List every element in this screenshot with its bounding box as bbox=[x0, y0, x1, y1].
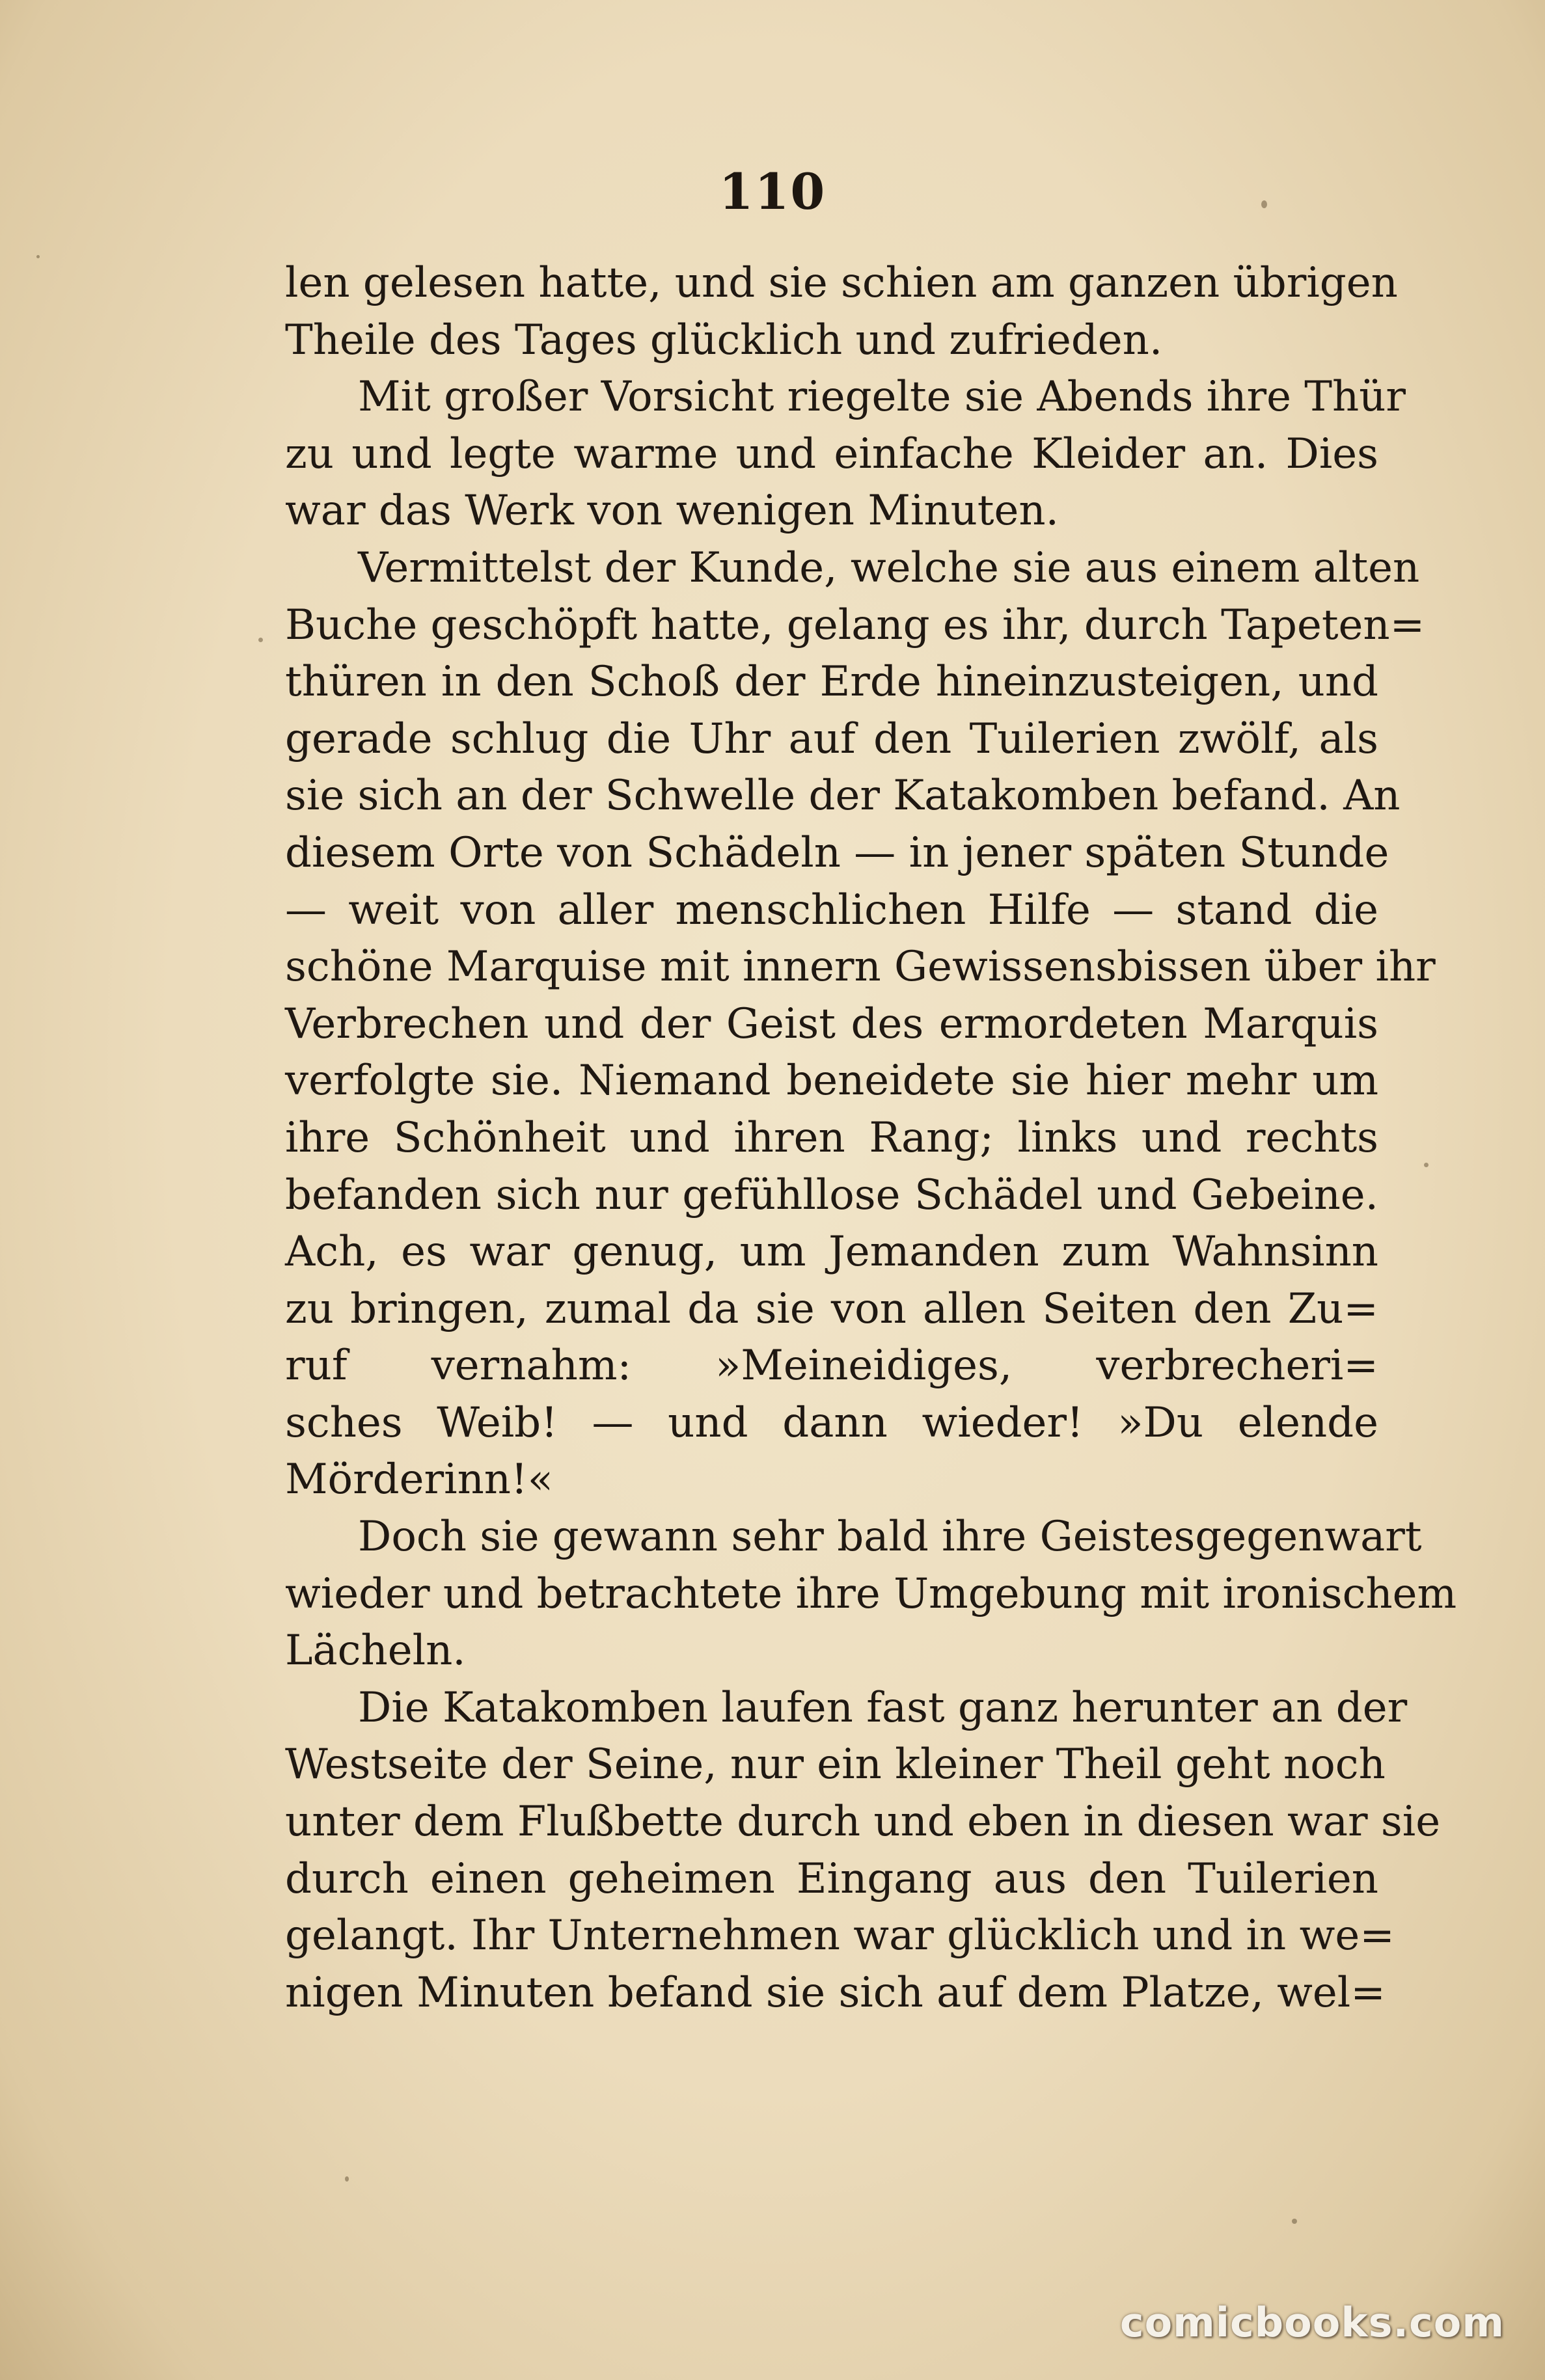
text-line: thüren in den Schoß der Erde hineinzusteigen, und bbox=[285, 658, 1378, 707]
text-line: durch einen geheimen Eingang aus den Tuilerien bbox=[285, 1854, 1378, 1903]
text-line: war das Werk von wenigen Minuten. bbox=[285, 487, 1059, 535]
text-line: wieder und betrachtete ihre Umgebung mit ironischem bbox=[285, 1569, 1457, 1618]
page-number: 110 bbox=[718, 163, 827, 221]
text-line: sie sich an der Schwelle der Katakomben befand. An bbox=[285, 772, 1401, 820]
text-line: sches Weib! — und dann wieder! »Du elende bbox=[285, 1398, 1378, 1447]
text-line: verfolgte sie. Niemand beneidete sie hier mehr um bbox=[285, 1057, 1378, 1105]
ink-speck bbox=[1292, 2219, 1297, 2224]
text-line: gerade schlug die Uhr auf den Tuilerien zwölf, als bbox=[285, 714, 1378, 763]
text-line: ruf vernahm: »Meineidiges, verbrecheri= bbox=[285, 1342, 1378, 1390]
text-line: nigen Minuten befand sie sich auf dem Platze, wel= bbox=[285, 1968, 1386, 2017]
text-line: Buche geschöpft hatte, gelang es ihr, durch Tapeten= bbox=[285, 601, 1425, 649]
text-line: Doch sie gewann sehr bald ihre Geistesgegenwart bbox=[358, 1513, 1422, 1562]
text-line: gelangt. Ihr Unternehmen war glücklich und in we= bbox=[285, 1912, 1395, 1960]
text-line: len gelesen hatte, und sie schien am ganzen übrigen bbox=[285, 259, 1398, 307]
text-line: zu bringen, zumal da sie von allen Seiten den Zu= bbox=[285, 1284, 1378, 1333]
ink-speck bbox=[1424, 1163, 1429, 1167]
text-line: Ach, es war genug, um Jemanden zum Wahnsinn bbox=[285, 1228, 1378, 1277]
text-line: Theile des Tages glücklich und zufrieden. bbox=[285, 316, 1163, 364]
ink-speck bbox=[345, 2176, 349, 2182]
text-line: diesem Orte von Schädeln — in jener späten Stunde bbox=[285, 828, 1389, 877]
text-line: Verbrechen und der Geist des ermordeten Marquis bbox=[285, 999, 1378, 1048]
text-line: — weit von aller menschlichen Hilfe — stand die bbox=[285, 886, 1378, 934]
text-line: befanden sich nur gefühllose Schädel und Gebeine. bbox=[285, 1170, 1378, 1219]
text-line: Die Katakomben laufen fast ganz herunter an der bbox=[358, 1683, 1408, 1732]
text-line: unter dem Flußbette durch und eben in diesen war sie bbox=[285, 1798, 1441, 1846]
text-line: zu und legte warme und einfache Kleider an. Dies bbox=[285, 429, 1378, 478]
text-line: Vermittelst der Kunde, welche sie aus einem alten bbox=[358, 543, 1420, 592]
text-line: Westseite der Seine, nur ein kleiner Theil geht noch bbox=[285, 1740, 1386, 1789]
text-line: Mit großer Vorsicht riegelte sie Abends ihre Thür bbox=[358, 373, 1406, 422]
ink-speck bbox=[36, 255, 40, 258]
body-text bbox=[285, 255, 1457, 2022]
text-line: Mörderinn!« bbox=[285, 1455, 553, 1504]
text-line: Lächeln. bbox=[285, 1627, 466, 1675]
ink-speck bbox=[258, 638, 263, 642]
text-line: ihre Schönheit und ihren Rang; links und rechts bbox=[285, 1113, 1378, 1162]
text-line: schöne Marquise mit innern Gewissensbissen über ihr bbox=[285, 943, 1436, 992]
watermark-logo: comicbooks.com bbox=[1119, 2299, 1505, 2346]
